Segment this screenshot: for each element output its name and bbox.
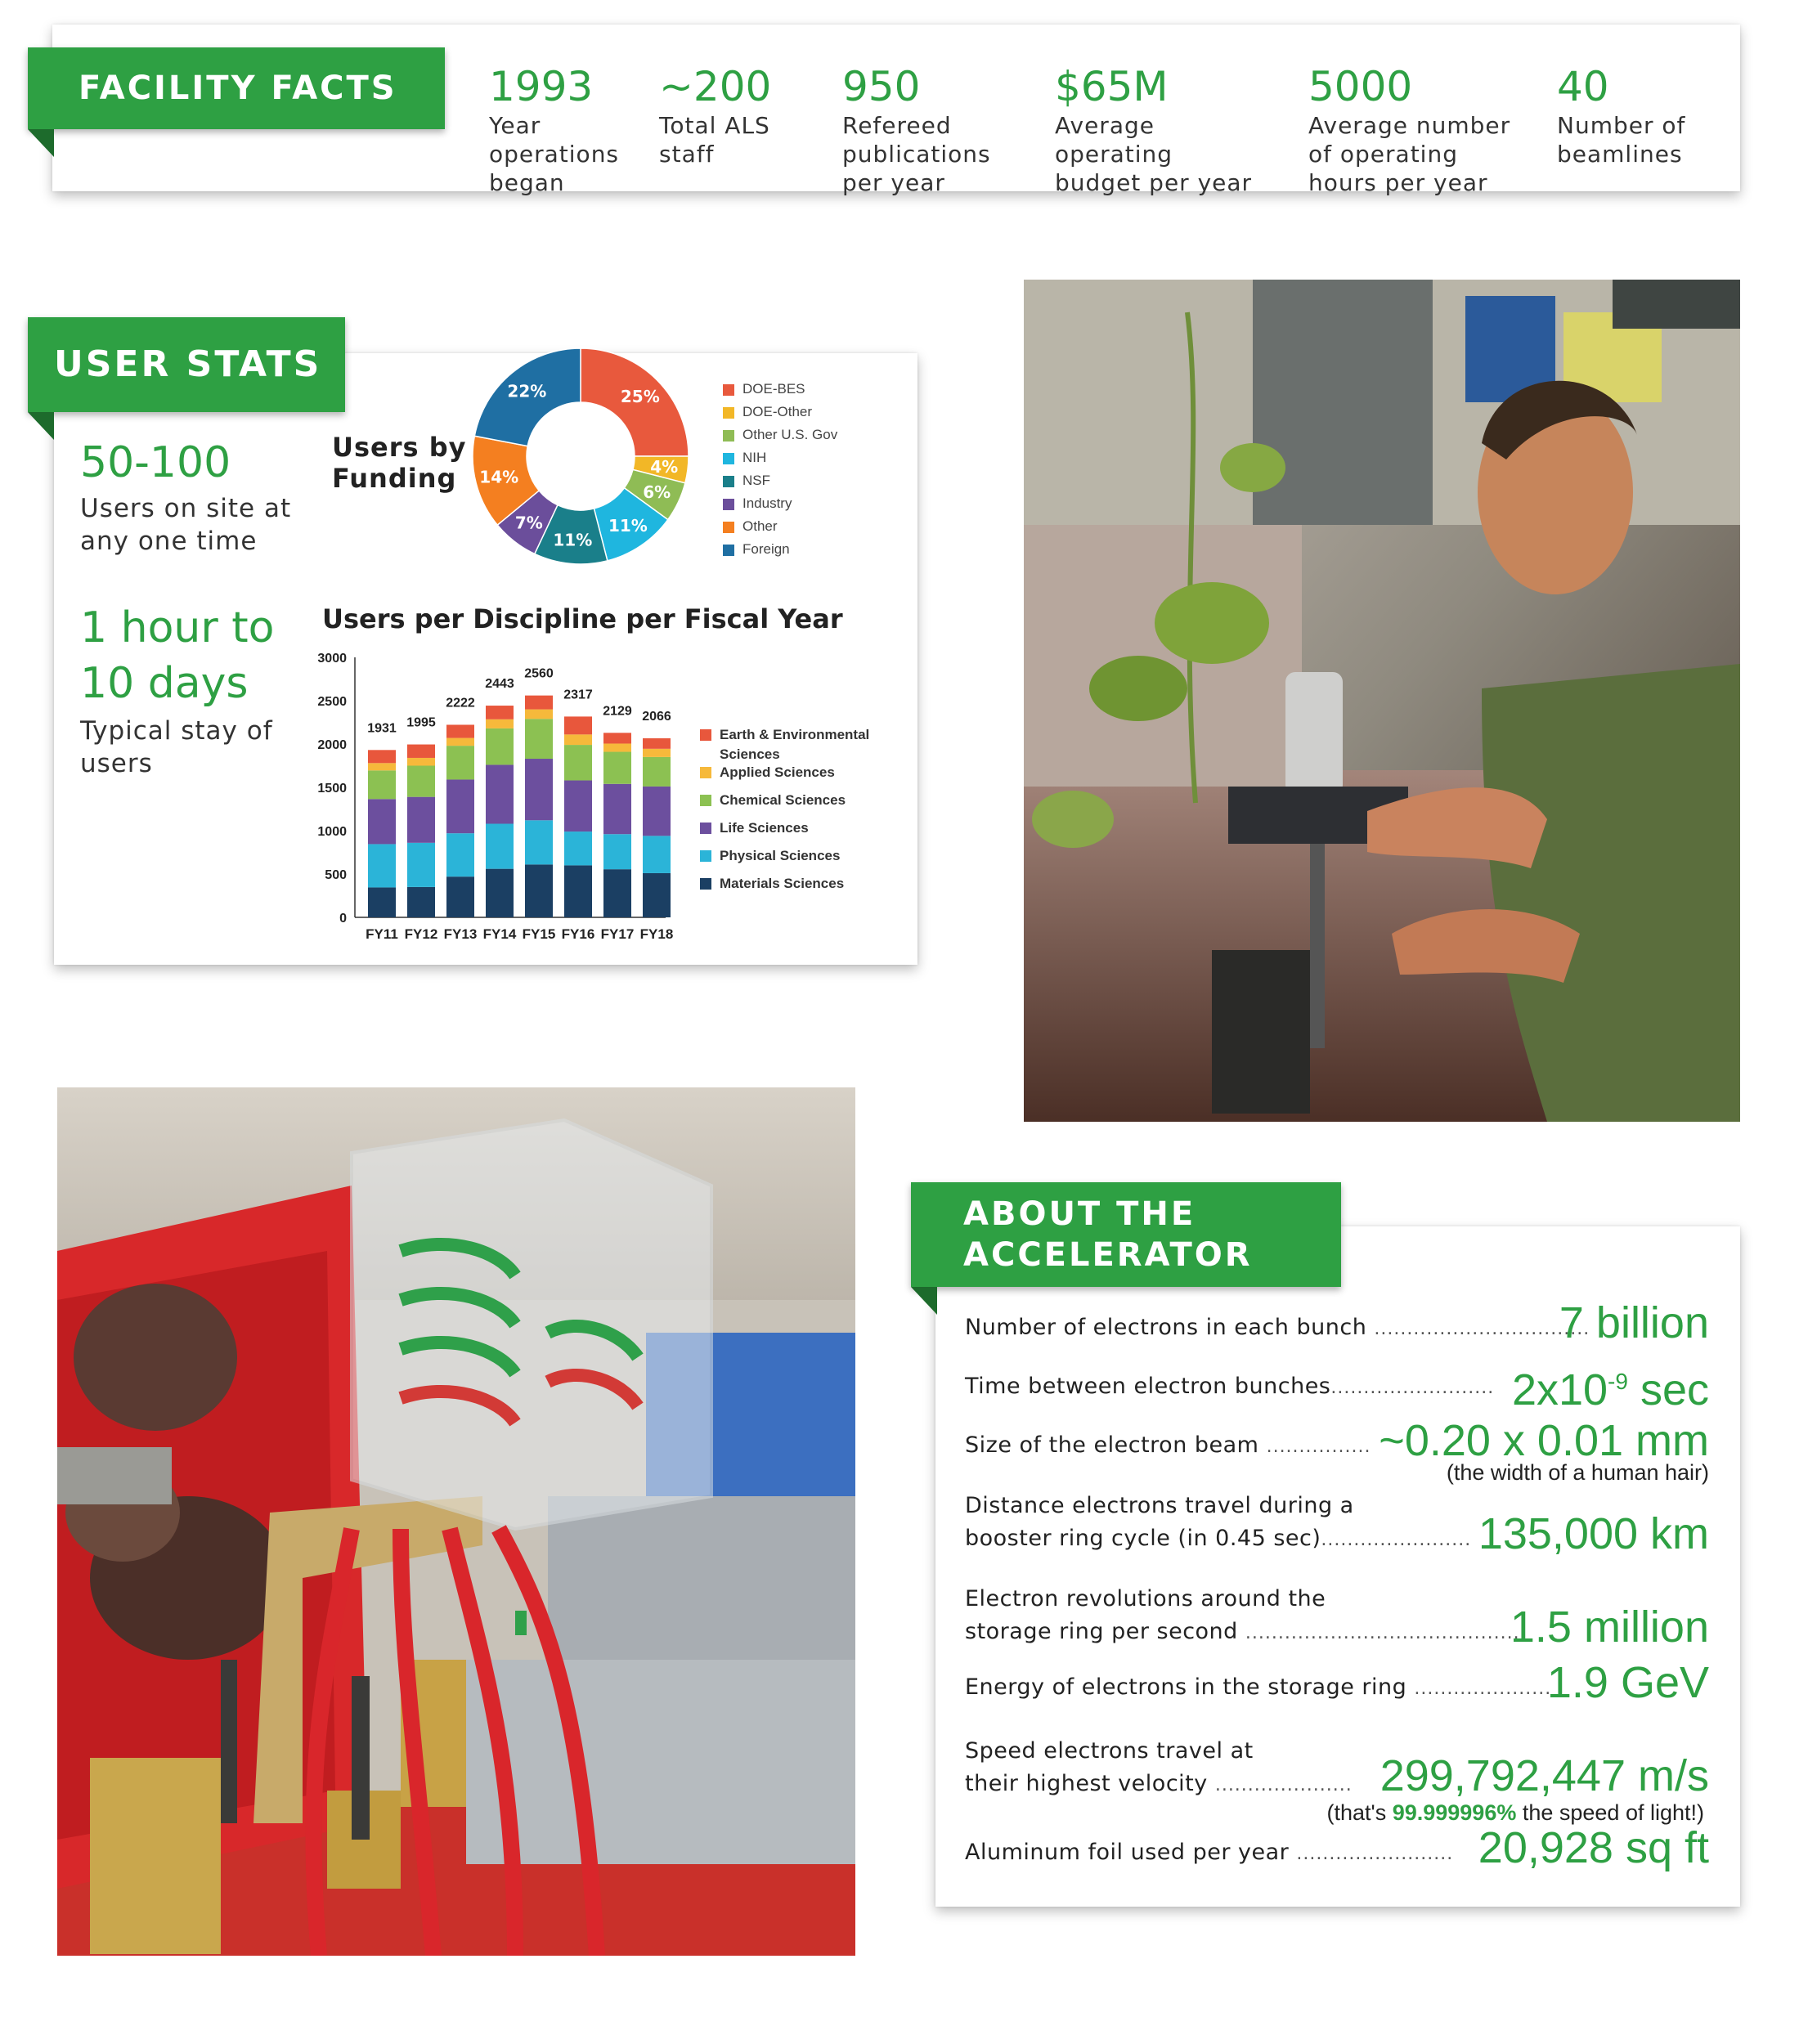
bar-segment xyxy=(486,728,514,765)
donut-slice-label: 22% xyxy=(507,381,547,401)
acc-value: 20,928 sq ft xyxy=(1478,1823,1709,1872)
bar-segment xyxy=(603,784,631,834)
bar-segment xyxy=(525,719,553,759)
bar-segment xyxy=(446,738,474,746)
bar-total-label: 1995 xyxy=(406,715,436,730)
bar-segment xyxy=(564,865,592,917)
bar-total-label: 2443 xyxy=(485,677,514,692)
fact-value: $65M xyxy=(1055,63,1169,110)
donut-legend-item xyxy=(723,541,790,558)
legend-label: DOE-BES xyxy=(742,381,805,397)
y-tick-label: 0 xyxy=(339,912,347,926)
bar-segment xyxy=(525,759,553,820)
bar-segment xyxy=(603,834,631,869)
legend-label: Foreign xyxy=(742,541,790,557)
facility-facts-banner: FACILITY FACTS xyxy=(28,47,445,129)
y-tick-label: 3000 xyxy=(317,652,347,666)
bar-segment xyxy=(525,864,553,917)
bar-segment xyxy=(643,873,671,917)
acc-label: Time between electron bunches......................... xyxy=(965,1374,1495,1399)
legend-swatch xyxy=(700,823,711,834)
fact-label: Total ALS staff xyxy=(659,112,770,168)
banner-fold xyxy=(28,129,54,157)
acc-label: Aluminum foil used per year ........................ xyxy=(965,1840,1454,1865)
accelerator-row xyxy=(965,1357,1709,1414)
scientist-photo xyxy=(1024,280,1740,1122)
acc-value: 299,792,447 m/s xyxy=(1380,1751,1709,1800)
bar-segment xyxy=(564,781,592,832)
donut-chart-title: Users by Funding xyxy=(332,432,467,494)
fact-value: 5000 xyxy=(1308,63,1413,110)
fact-label: Average operating budget per year xyxy=(1055,112,1253,196)
x-tick-label: FY14 xyxy=(482,926,517,942)
accelerator-row xyxy=(965,1490,1709,1568)
accelerator-photo xyxy=(57,1087,855,1956)
bar-segment xyxy=(368,763,396,770)
bar-total-label: 2560 xyxy=(524,666,554,681)
accelerator-row xyxy=(965,1416,1709,1486)
legend-swatch xyxy=(700,878,711,890)
bar-total-label: 2129 xyxy=(603,704,632,719)
bar-legend-label: Earth & Environmental xyxy=(720,727,870,742)
stat-stay-value: 1 hour to 10 days xyxy=(80,603,275,708)
bar-segment xyxy=(368,750,396,763)
users-per-discipline-bar-chart xyxy=(311,643,900,953)
legend-label: NSF xyxy=(742,473,770,488)
legend-label: Other xyxy=(742,518,778,534)
x-tick-label: FY15 xyxy=(522,926,556,942)
bar-legend-label: Applied Sciences xyxy=(720,764,835,780)
banner-fold xyxy=(28,412,54,440)
fact-value: 950 xyxy=(842,63,921,110)
bar-total-label: 2317 xyxy=(563,688,593,702)
legend-swatch xyxy=(723,522,734,533)
bar-segment xyxy=(446,724,474,737)
y-tick-label: 1500 xyxy=(317,782,347,796)
bar-segment xyxy=(643,738,671,749)
legend-label: DOE-Other xyxy=(742,404,813,419)
bar-segment xyxy=(446,746,474,779)
bar-segment xyxy=(643,757,671,787)
acc-value: 1.9 GeV xyxy=(1546,1658,1709,1707)
legend-label: Industry xyxy=(742,495,792,511)
legend-swatch xyxy=(723,384,734,396)
accelerator-row xyxy=(965,1658,1709,1709)
accelerator-banner: ABOUT THE ACCELERATOR xyxy=(911,1182,1341,1287)
bar-total-label: 2222 xyxy=(446,696,475,710)
legend-swatch xyxy=(700,729,711,741)
donut-legend-item xyxy=(723,495,792,512)
user-stats-banner: USER STATS xyxy=(28,317,345,412)
bar-segment xyxy=(603,733,631,743)
donut-slice-label: 6% xyxy=(643,482,671,502)
bar-segment xyxy=(564,734,592,745)
fact-publications xyxy=(842,64,991,197)
bar-segment xyxy=(368,844,396,887)
stat-stay-label: Typical stay of users xyxy=(80,716,273,778)
acc-label: Speed electrons travel at their highest velocity ..................... xyxy=(965,1738,1353,1796)
accelerator-row xyxy=(965,1823,1709,1874)
legend-swatch xyxy=(723,430,734,442)
bar-segment xyxy=(486,719,514,728)
y-tick-label: 2000 xyxy=(317,738,347,752)
bar-segment xyxy=(603,869,631,917)
bar-total-label: 2066 xyxy=(642,710,671,724)
bar-legend-label: Chemical Sciences xyxy=(720,792,846,808)
accelerator-row xyxy=(965,1735,1709,1833)
legend-label: Other U.S. Gov xyxy=(742,427,838,442)
bar-segment xyxy=(525,820,553,864)
donut-legend-item xyxy=(723,450,766,466)
bar-segment xyxy=(446,779,474,833)
legend-label: NIH xyxy=(742,450,767,465)
banner-fold xyxy=(911,1287,937,1315)
bar-segment xyxy=(525,710,553,719)
donut-slice-label: 11% xyxy=(608,516,648,536)
donut-legend-item xyxy=(723,427,837,443)
bar-segment xyxy=(603,743,631,751)
fact-label: Average number of operating hours per year xyxy=(1308,112,1511,196)
acc-value: 1.5 million xyxy=(1510,1602,1709,1652)
x-tick-label: FY12 xyxy=(404,926,438,942)
fact-hours xyxy=(1308,64,1510,197)
bar-segment xyxy=(486,764,514,823)
fact-budget xyxy=(1055,64,1252,197)
bar-segment xyxy=(486,706,514,719)
donut-slice-label: 7% xyxy=(514,513,543,533)
accelerator-row xyxy=(965,1298,1709,1349)
acc-label: Size of the electron beam ................ xyxy=(965,1432,1371,1458)
donut-legend-item xyxy=(723,473,770,489)
bar-segment xyxy=(446,876,474,917)
x-tick-label: FY17 xyxy=(600,926,635,942)
legend-swatch xyxy=(723,407,734,419)
fact-label: Year operations began xyxy=(489,112,620,196)
x-tick-label: FY11 xyxy=(366,926,398,942)
bar-segment xyxy=(407,745,435,758)
legend-swatch xyxy=(723,499,734,510)
legend-swatch xyxy=(723,476,734,487)
y-tick-label: 1000 xyxy=(317,825,347,839)
fact-staff xyxy=(659,64,771,168)
bar-segment xyxy=(564,831,592,865)
fact-value: ~200 xyxy=(659,63,772,110)
accelerator-row xyxy=(965,1583,1709,1661)
bar-segment xyxy=(564,745,592,780)
fact-label: Number of beamlines xyxy=(1557,112,1686,168)
bar-segment xyxy=(486,869,514,917)
legend-swatch xyxy=(700,795,711,806)
bar-segment xyxy=(407,797,435,843)
bar-segment xyxy=(643,836,671,873)
donut-legend-item xyxy=(723,381,805,397)
donut-legend-item xyxy=(723,518,778,535)
bar-legend-label: Sciences xyxy=(720,746,780,762)
acc-note: (the width of a human hair) xyxy=(1446,1460,1709,1485)
bar-segment xyxy=(368,770,396,799)
y-tick-label: 2500 xyxy=(317,695,347,709)
bar-segment xyxy=(525,696,553,710)
stat-users-onsite-value: 50-100 xyxy=(80,438,231,487)
bar-legend-label: Physical Sciences xyxy=(720,848,841,863)
acc-value: 7 billion xyxy=(1559,1298,1709,1347)
bar-segment xyxy=(603,752,631,784)
bar-chart-title: Users per Discipline per Fiscal Year xyxy=(322,603,843,634)
fact-beamlines xyxy=(1557,64,1685,168)
legend-swatch xyxy=(700,850,711,862)
donut-legend-item xyxy=(723,404,812,420)
legend-swatch xyxy=(723,545,734,556)
x-tick-label: FY13 xyxy=(443,926,478,942)
bar-segment xyxy=(368,887,396,917)
fact-year xyxy=(489,64,619,197)
acc-label: Electron revolutions around the storage ring per second .......................................... xyxy=(965,1586,1520,1644)
acc-label: Energy of electrons in the storage ring ..................... xyxy=(965,1674,1552,1700)
bar-segment xyxy=(407,758,435,766)
stat-users-onsite-label: Users on site at any one time xyxy=(80,494,292,556)
acc-label: Number of electrons in each bunch ................................. xyxy=(965,1315,1590,1340)
users-by-funding-donut xyxy=(466,342,695,571)
x-tick-label: FY18 xyxy=(639,926,674,942)
bar-segment xyxy=(368,799,396,844)
donut-slice-label: 25% xyxy=(620,387,660,407)
fact-label: Refereed publications per year xyxy=(842,112,991,196)
fact-value: 1993 xyxy=(489,63,594,110)
acc-value: ~0.20 x 0.01 mm xyxy=(1379,1416,1709,1465)
legend-swatch xyxy=(723,453,734,464)
fact-value: 40 xyxy=(1557,63,1609,110)
legend-swatch xyxy=(700,767,711,778)
bar-legend-label: Life Sciences xyxy=(720,820,809,836)
bar-segment xyxy=(486,824,514,869)
acc-value: $2x10^{-9}$ sec xyxy=(1511,1365,1709,1414)
bar-segment xyxy=(643,749,671,757)
donut-slice-label: 14% xyxy=(479,467,519,487)
bar-segment xyxy=(407,843,435,887)
acc-note: (that's 99.999996% the speed of light!) xyxy=(1326,1800,1704,1825)
x-tick-label: FY16 xyxy=(561,926,595,942)
bar-segment xyxy=(643,787,671,836)
bar-segment xyxy=(407,887,435,917)
bar-legend-label: Materials Sciences xyxy=(720,876,845,891)
donut-slice-label: 11% xyxy=(553,530,593,550)
bar-segment xyxy=(564,716,592,734)
acc-value: 135,000 km xyxy=(1478,1509,1709,1558)
donut-slice-label: 4% xyxy=(650,456,679,477)
bar-segment xyxy=(407,766,435,797)
bar-total-label: 1931 xyxy=(367,721,397,736)
bar-segment xyxy=(446,833,474,876)
acc-label: Distance electrons travel during a booster ring cycle (in 0.45 sec)....................... xyxy=(965,1493,1472,1551)
y-tick-label: 500 xyxy=(325,868,347,882)
